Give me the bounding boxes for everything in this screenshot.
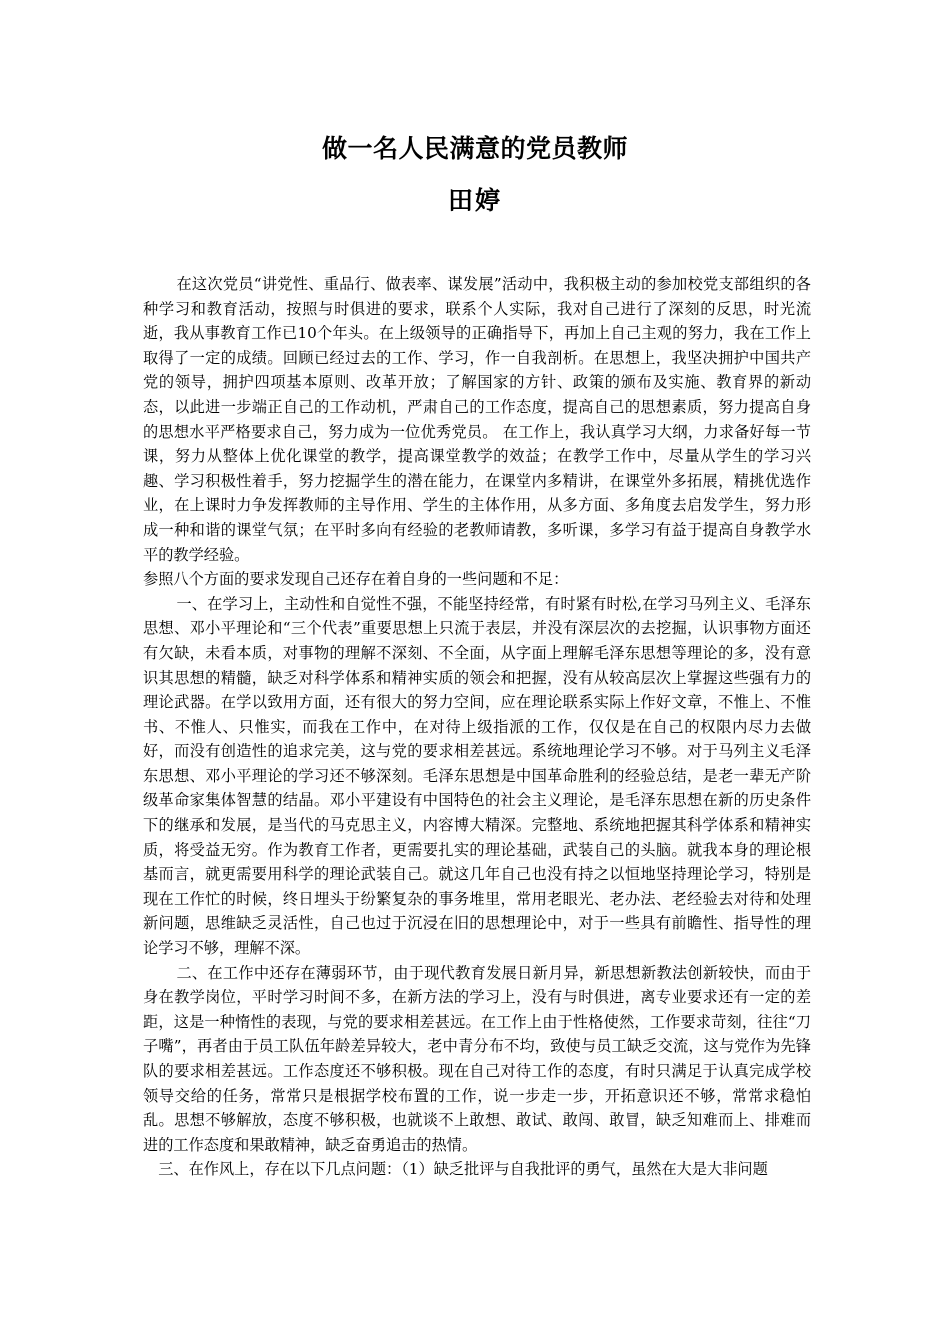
paragraph-style: 三、在作风上，存在以下几点问题：（1）缺乏批评与自我批评的勇气，虽然在大是大非问题	[158, 1160, 768, 1179]
paragraph-work: 二、在工作中还存在薄弱环节，由于现代教育发展日新月异，新思想新教法创新较快，而由于身在教学岗位，平时学习时间不多，在新方法的学习上，没有与时俱进，离专业要求还有一定的差距，这是一种惰性的表现，与党的要求相差甚远。在工作上由于性格使然，工作要求苛刻，往往“刀子嘴”，再者由于员工队伍年龄差异较大，老中青分布不均，致使与员工缺乏交流，这与党作为先锋队的要求相差甚远。工作态度还不够积极。现在自己对待工作的态度，有时只满足于认真完成学校领导交给的任务，常常只是根据学校布置的工作，说一步走一步，开拓意识还不够，常常求稳怕乱。思想不够解放，态度不够积极，也就谈不上敢想、敢试、敢闯、敢冒，缺乏知难而上、排难而进的工作态度和果敢精神，缺乏奋勇追击的热情。	[143, 963, 811, 1154]
document-author: 田婷	[447, 186, 502, 215]
paragraph-study: 一、在学习上，主动性和自觉性不强，不能坚持经常，有时紧有时松,在学习马列主义、毛泽东思想、邓小平理论和“三个代表”重要思想上只流于表层，并没有深层次的去挖掘，认识事物方面还有欠缺，未看本质，对事物的理解不深刻、不全面，从字面上理解毛泽东思想等理论的多，没有意识其思想的精髓，缺乏对科学体系和精神实质的领会和把握，没有从较高层次上掌握这些强有力的理论武器。在学以致用方面，还有很大的努力空间，应在理论联系实际上作好文章，不惟上、不惟书、不惟人、只惟实，而我在工作中，在对待上级指派的工作，仅仅是在自己的权限内尽力去做好，而没有创造性的追求完美，这与党的要求相差甚远。系统地理论学习不够。对于马列主义毛泽东思想、邓小平理论的学习还不够深刻。毛泽东思想是中国革命胜利的经验总结，是老一辈无产阶级革命家集体智慧的结晶。邓小平建设有中国特色的社会主义理论，是毛泽东思想在新的历史条件下的继承和发展，是当代的马克思主义，内容博大精深。完整地、系统地把握其科学体系和精神实质，将受益无穷。作为教育工作者，更需要扎实的理论基础，武装自己的头脑。就我本身的理论根基而言，就更需要用科学的理论武装自己。就这几年自己也没有持之以恒地坚持理论学习，特别是现在工作忙的时候，终日埋头于纷繁复杂的事务堆里，常用老眼光、老办法、老经验去对待和处理新问题，思维缺乏灵活性，自己也过于沉浸在旧的思想理论中，对于一些具有前瞻性、指导性的理论学习不够，理解不深。	[143, 594, 811, 958]
document-body	[143, 272, 811, 1182]
paragraph-intro: 在这次党员“讲党性、重品行、做表率、谋发展”活动中，我积极主动的参加校党支部组织的各种学习和教育活动，按照与时俱进的要求，联系个人实际，我对自己进行了深刻的反思，时光流逝，我从事教育工作已10个年头。在上级领导的正确指导下，再加上自己主观的努力，我在工作上取得了一定的成绩。回顾已经过去的工作、学习，作一自我剖析。在思想上，我坚决拥护中国共产党的领导，拥护四项基本原则、改革开放；了解国家的方针、政策的颁布及实施、教育界的新动态，以此进一步端正自己的工作动机，严肃自己的工作态度，提高自己的思想素质，努力提高自身的思想水平严格要求自己，努力成为一位优秀党员。 在工作上，我认真学习大纲，力求备好每一节课，努力从整体上优化课堂的教学，提高课堂教学的效益；在教学工作中，尽量从学生的学习兴趣、学习积极性着手，努力挖掘学生的潜在能力，在课堂内多精讲，在课堂外多拓展，精挑优选作业，在上课时力争发挥教师的主导作用、学生的主体作用，从多方面、多角度去启发学生，努力形成一种和谐的课堂气氛；在平时多向有经验的老教师请教，多听课，多学习有益于提高自身教学水平的教学经验。	[143, 275, 811, 564]
paragraph-problems-heading: 参照八个方面的要求发现自己还存在着自身的一些问题和不足：	[143, 570, 569, 589]
document-title: 做一名人民满意的党员教师	[321, 134, 628, 163]
